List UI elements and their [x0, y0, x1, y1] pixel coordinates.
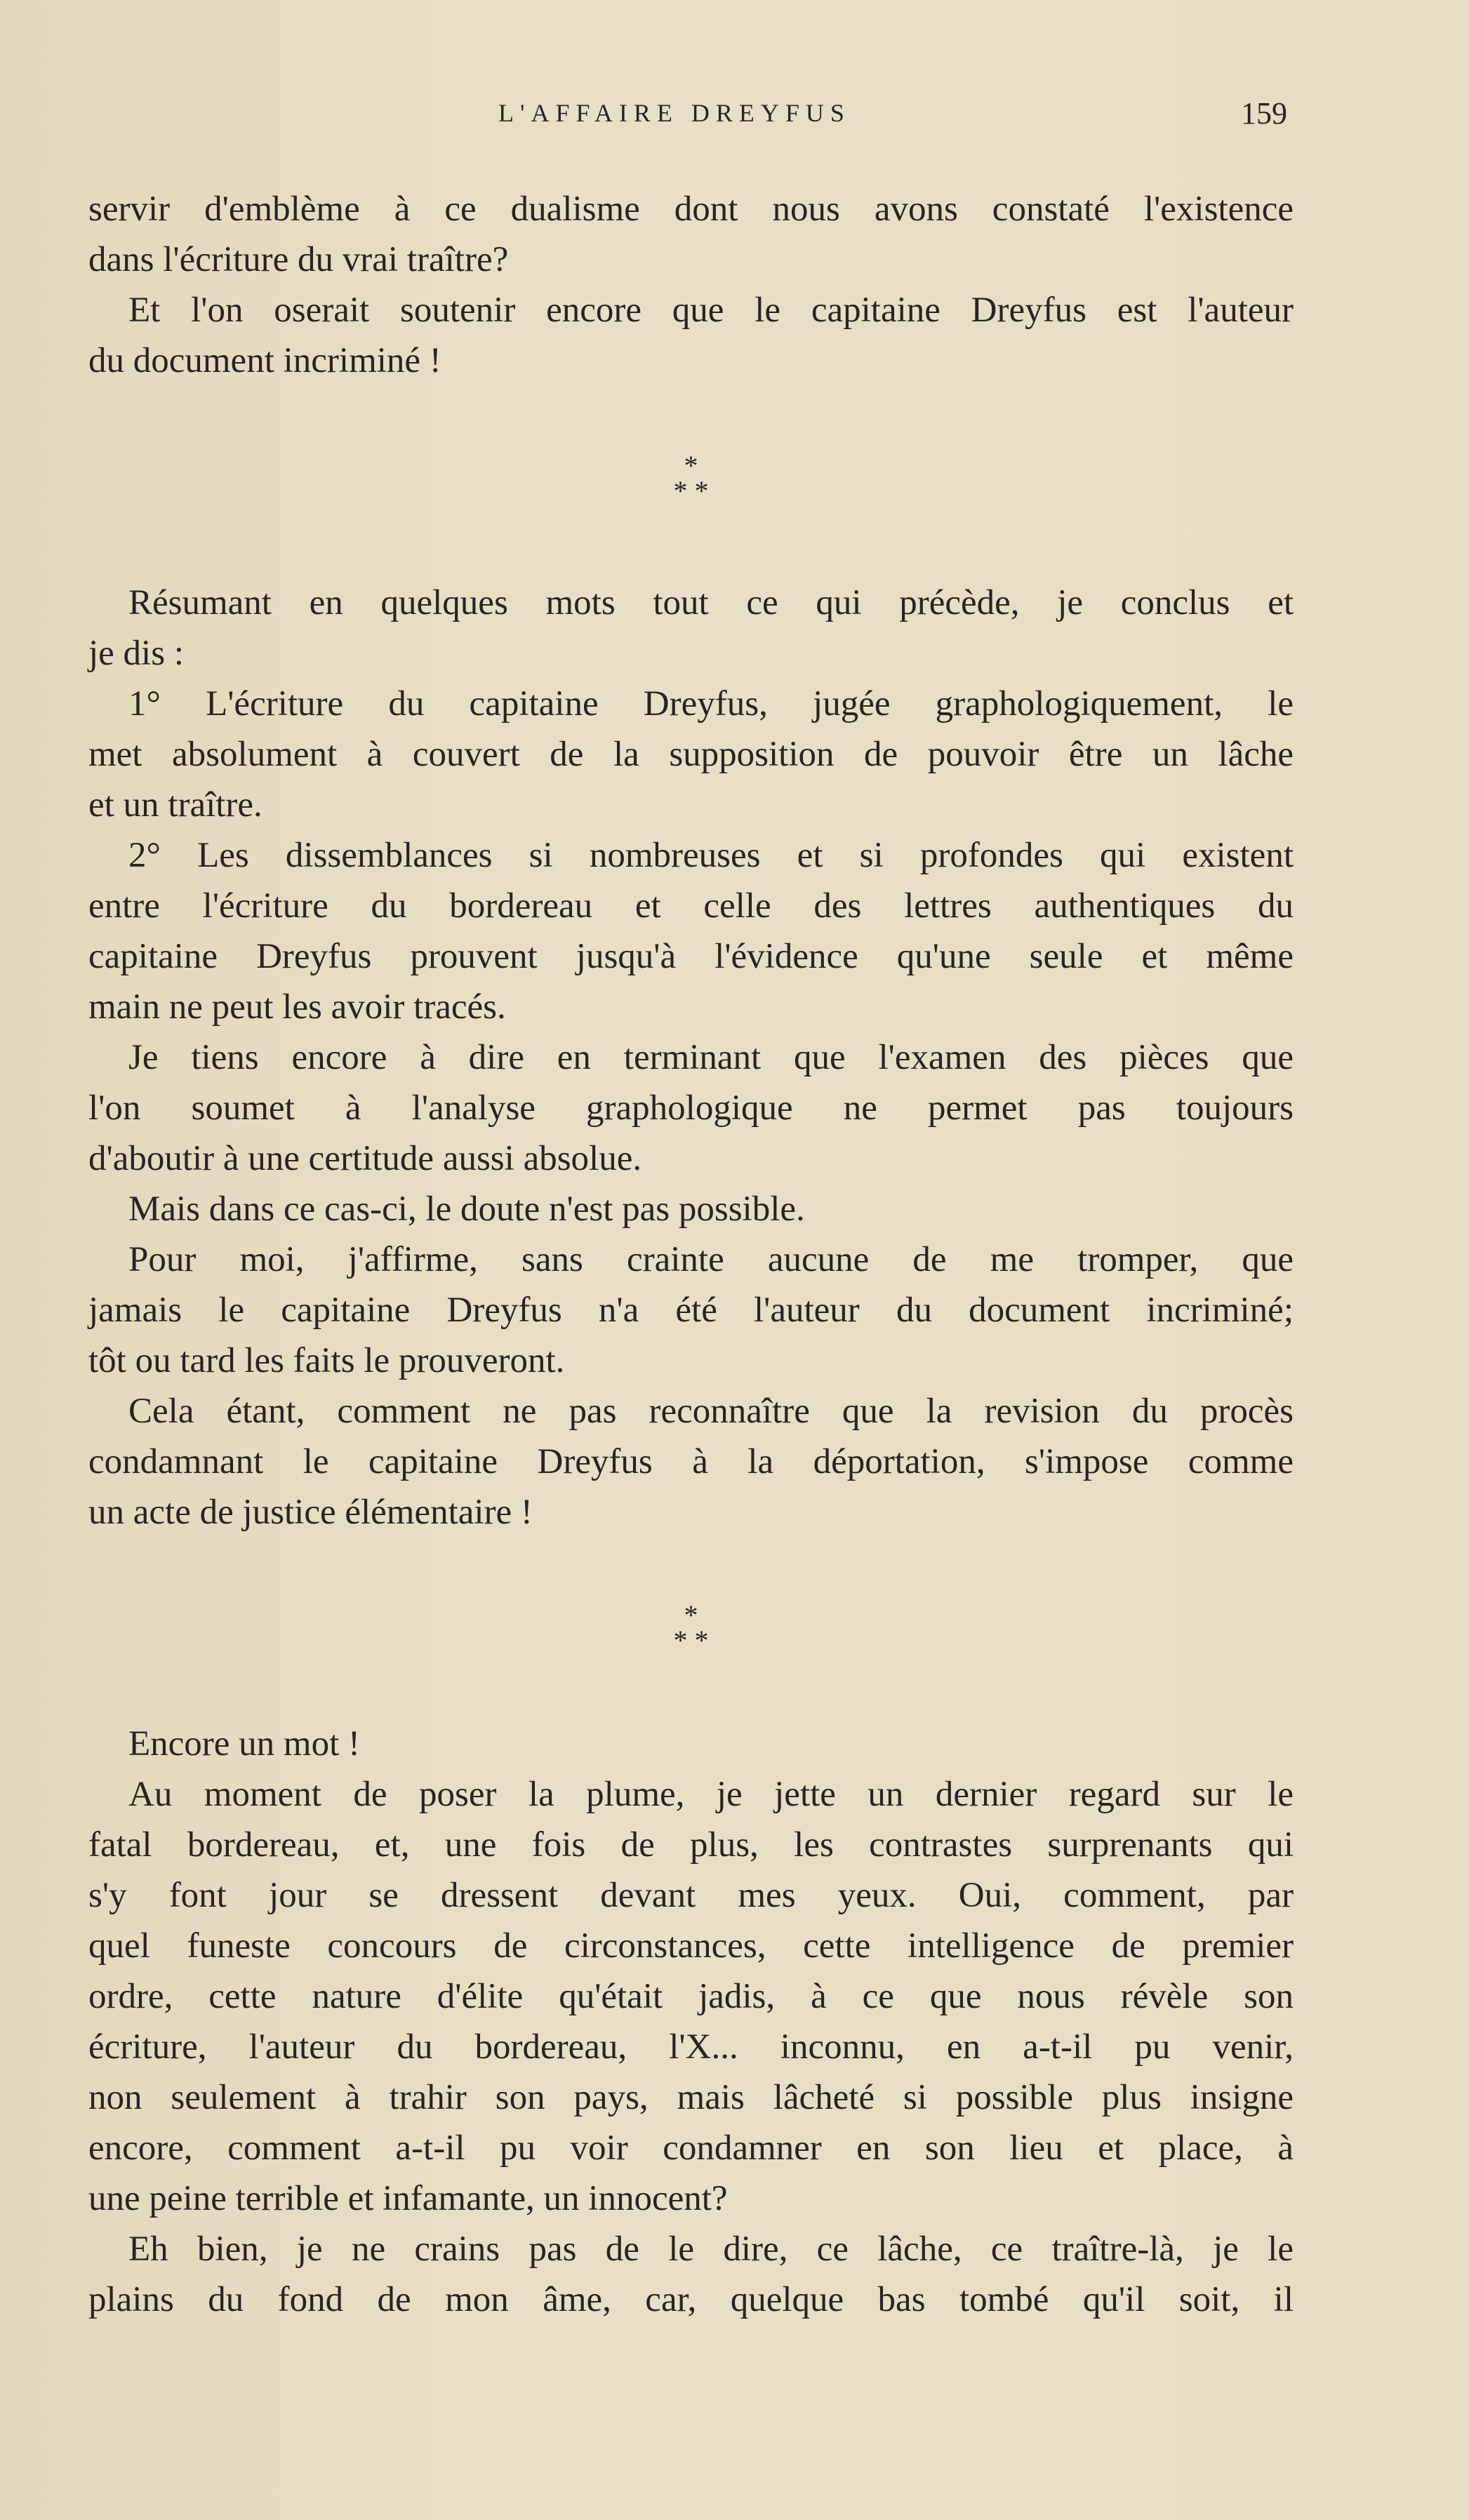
text-line: et un traître. [88, 785, 262, 825]
text-line: entre l'écriture du bordereau et celle des lettres authentiques du [88, 886, 1294, 926]
paragraph [88, 1386, 1294, 1538]
text-line: dans l'écriture du vrai traître? [88, 240, 509, 279]
paragraph [88, 184, 1294, 285]
text-line: du document incriminé ! [88, 341, 441, 380]
page-number: 159 [1241, 96, 1287, 131]
paragraph [88, 578, 1294, 679]
text-line: 1° L'écriture du capitaine Dreyfus, jugée graphologiquement, le [128, 684, 1294, 724]
text-line: d'aboutir à une certitude aussi absolue. [88, 1139, 642, 1178]
text-section-2 [88, 578, 1294, 1538]
text-line: Au moment de poser la plume, je jette un dernier regard sur le [128, 1775, 1294, 1814]
paragraph [88, 1184, 1294, 1234]
section-separator-1 [88, 450, 1294, 507]
text-line: un acte de justice élémentaire ! [88, 1493, 533, 1532]
paragraph [88, 1032, 1294, 1184]
text-line: s'y font jour se dressent devant mes yeux. Oui, comment, par [88, 1876, 1294, 1915]
text-line: tôt ou tard les faits le prouveront. [88, 1341, 565, 1380]
text-line: Résumant en quelques mots tout ce qui précède, je conclus et [128, 583, 1294, 622]
text-line: met absolument à couvert de la supposition de pouvoir être un lâche [88, 735, 1294, 774]
paragraph [88, 285, 1294, 386]
text-line: écriture, l'auteur du bordereau, l'X... inconnu, en a-t-il pu venir, [88, 2027, 1294, 2067]
separator-star-top: * [684, 450, 698, 481]
text-line: quel funeste concours de circonstances, cette intelligence de premier [88, 1926, 1294, 1966]
text-line: l'on soumet à l'analyse graphologique ne permet pas toujours [88, 1088, 1294, 1128]
section-separator-2 [88, 1599, 1294, 1656]
text-line: non seulement à trahir son pays, mais lâcheté si possible plus insigne [88, 2078, 1294, 2117]
paragraph [88, 1769, 1294, 2224]
text-line: Mais dans ce cas-ci, le doute n'est pas possible. [128, 1189, 805, 1229]
paragraph [88, 1719, 1294, 1769]
paragraph [88, 2224, 1294, 2325]
text-line: plains du fond de mon âme, car, quelque bas tombé qu'il soit, il [88, 2280, 1294, 2319]
separator-stars-bottom: * * [673, 475, 709, 507]
running-header [0, 98, 1383, 133]
text-line: Cela étant, comment ne pas reconnaître que la revision du procès [128, 1392, 1294, 1431]
text-line: une peine terrible et infamante, un innocent? [88, 2179, 728, 2218]
text-line: jamais le capitaine Dreyfus n'a été l'auteur du document incriminé; [88, 1291, 1294, 1330]
text-line: capitaine Dreyfus prouvent jusqu'à l'évidence qu'une seule et même [88, 937, 1294, 976]
paragraph [88, 679, 1294, 830]
text-section-1 [88, 184, 1294, 386]
separator-stars-bottom: * * [673, 1625, 709, 1656]
text-line: Pour moi, j'affirme, sans crainte aucune de me tromper, que [128, 1240, 1294, 1279]
text-line: encore, comment a-t-il pu voir condamner en son lieu et place, à [88, 2128, 1294, 2168]
text-line: 2° Les dissemblances si nombreuses et si profondes qui existent [128, 836, 1294, 875]
text-line: fatal bordereau, et, une fois de plus, les contrastes surprenants qui [88, 1825, 1294, 1865]
text-line: servir d'emblème à ce dualisme dont nous avons constaté l'existence [88, 189, 1294, 229]
text-line: Et l'on oserait soutenir encore que le capitaine Dreyfus est l'auteur [128, 291, 1294, 330]
paragraph [88, 830, 1294, 1032]
separator-star-top: * [684, 1599, 698, 1631]
text-section-3 [88, 1719, 1294, 2325]
text-line: Je tiens encore à dire en terminant que l'examen des pièces que [128, 1038, 1294, 1077]
running-title: L'AFFAIRE DREYFUS [498, 99, 851, 127]
paragraph [88, 1234, 1294, 1386]
text-line: main ne peut les avoir tracés. [88, 987, 506, 1027]
text-line: Eh bien, je ne crains pas de le dire, ce lâche, ce traître-là, je le [128, 2229, 1294, 2269]
text-line: Encore un mot ! [128, 1724, 360, 1764]
text-line: condamnant le capitaine Dreyfus à la déportation, s'impose comme [88, 1442, 1294, 1481]
text-line: ordre, cette nature d'élite qu'était jadis, à ce que nous révèle son [88, 1977, 1294, 2016]
text-line: je dis : [88, 634, 184, 673]
